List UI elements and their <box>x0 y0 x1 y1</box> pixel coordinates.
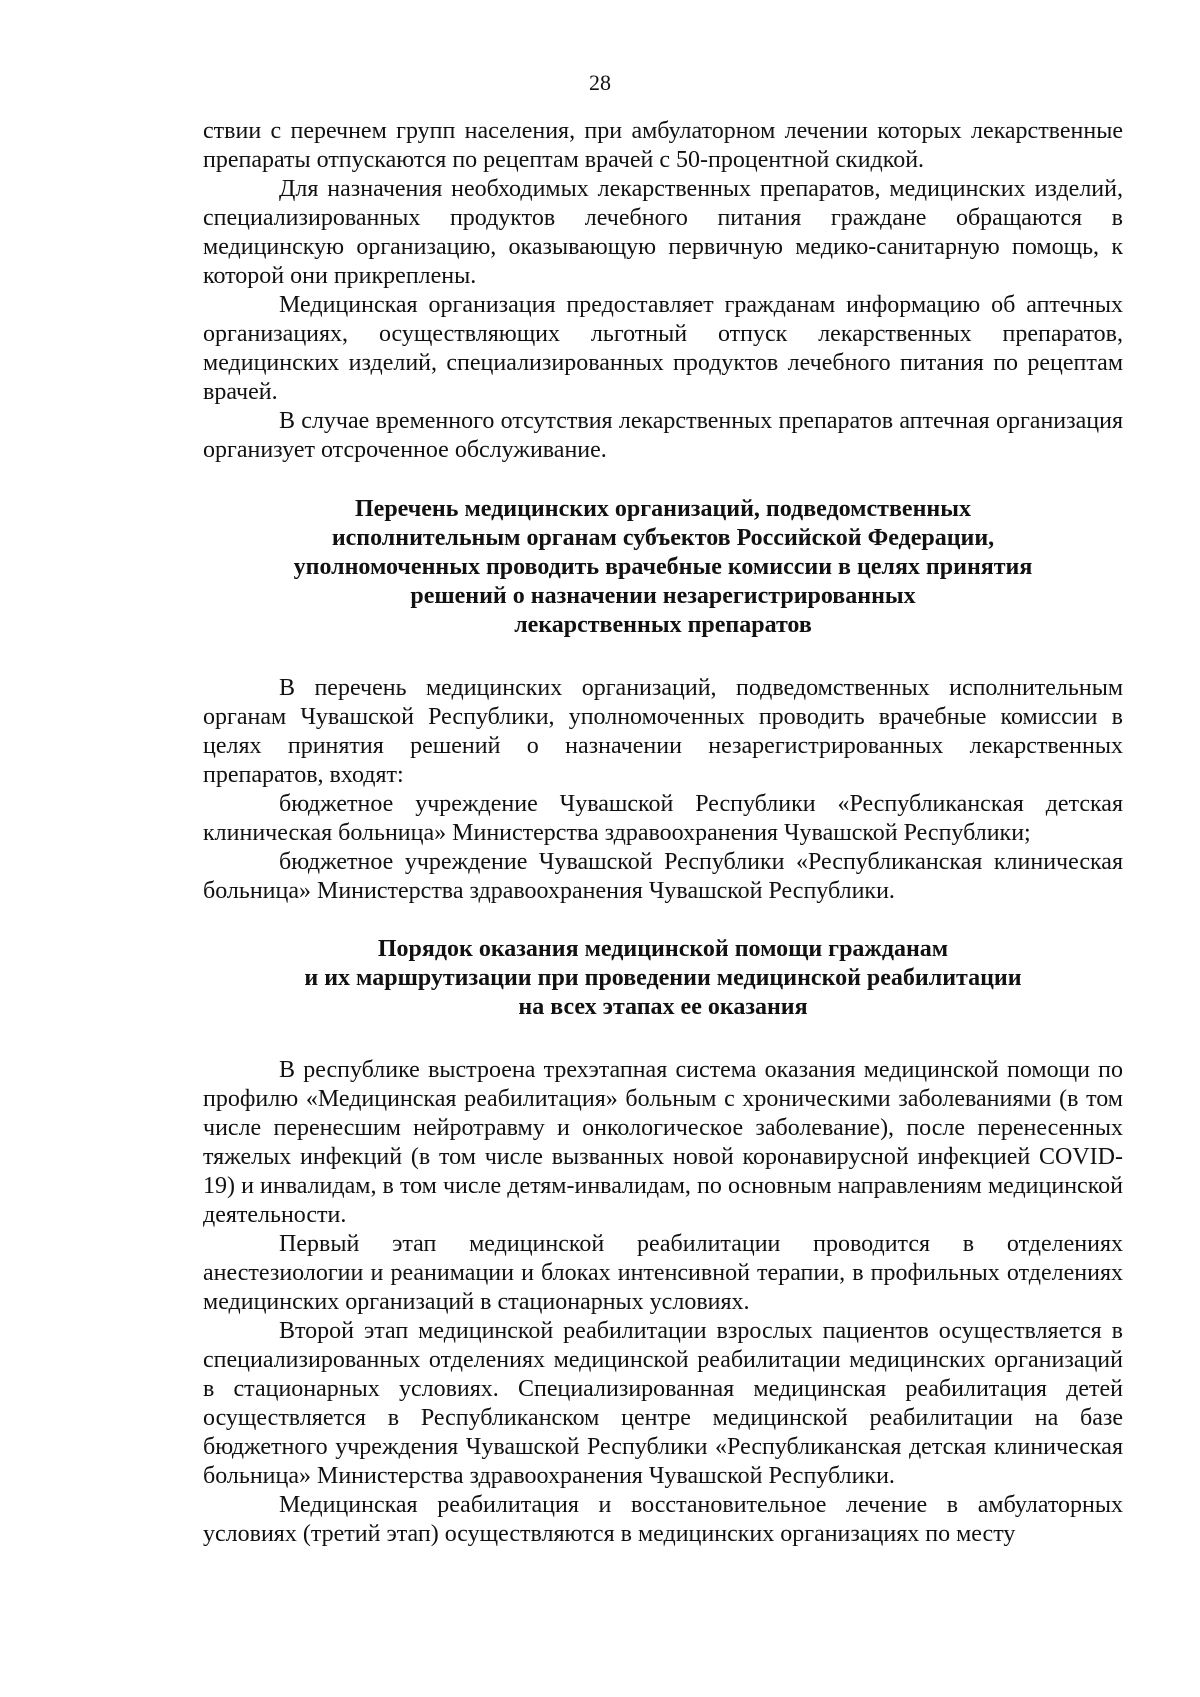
heading-line: на всех этапах ее оказания <box>518 994 808 1020</box>
paragraph-deferred-service: В случае временного отсутствия лекарственных препаратов аптечная организация организует отсроченное обслуживание. <box>203 408 1123 463</box>
paragraph-pharmacy-info: Медицинская организация предоставляет гражданам информацию об аптечных организациях, осуществляющих льготный отпуск лекарственных препаратов, медицинских изделий, специализированных продуктов лечебного питания по рецептам врачей. <box>203 292 1123 405</box>
page-content <box>203 117 1123 1549</box>
heading-line: решений о назначении незарегистрированных <box>410 583 916 609</box>
section-heading-rehabilitation <box>203 935 1123 1022</box>
heading-line: и их маршрутизации при проведении медицинской реабилитации <box>304 965 1022 991</box>
paragraph-third-stage: Медицинская реабилитация и восстановительное лечение в амбулаторных условиях (третий этап) осуществляются в медицинских организациях по месту <box>203 1492 1123 1547</box>
paragraph-prescription: Для назначения необходимых лекарственных препаратов, медицинских изделий, специализированных продуктов лечебного питания граждане обращаются в медицинскую организацию, оказывающую первичную медико-санитарную помощь, к которой они прикреплены. <box>203 176 1123 289</box>
paragraph-continuation: ствии с перечнем групп населения, при амбулаторном лечении которых лекарственные препараты отпускаются по рецептам врачей с 50-процентной скидкой. <box>203 118 1123 173</box>
heading-line: Порядок оказания медицинской помощи гражданам <box>377 936 949 962</box>
page-number: 28 <box>589 70 611 95</box>
heading-line: лекарственных препаратов <box>514 612 812 638</box>
paragraph-clinical-hospital: бюджетное учреждение Чувашской Республики «Республиканская клиническая больница» Министерства здравоохранения Чувашской Республики. <box>203 849 1123 904</box>
paragraph-three-stage-system: В республике выстроена трехэтапная система оказания медицинской помощи по профилю «Медицинская реабилитация» больным с хроническими заболеваниями (в том числе перенесшим нейротравму и онкологическое заболевание), после перенесенных тяжелых инфекций (в том числе вызванных новой коронавирусной инфекцией COVID-19) и инвалидам, в том числе детям-инвалидам, по основным направлениям медицинской деятельности. <box>203 1057 1123 1228</box>
paragraph-children-hospital: бюджетное учреждение Чувашской Республики «Республиканская детская клиническая больница» Министерства здравоохранения Чувашской Республики; <box>203 791 1123 846</box>
heading-line: уполномоченных проводить врачебные комиссии в целях принятия <box>293 554 1033 580</box>
paragraph-commission-list-intro: В перечень медицинских организаций, подведомственных исполнительным органам Чувашской Республики, уполномоченных проводить врачебные комиссии в целях принятия решений о назначении незарегистрированных лекарственных препаратов, входят: <box>203 675 1123 788</box>
heading-line: Перечень медицинских организаций, подведомственных <box>355 496 971 522</box>
paragraph-second-stage: Второй этап медицинской реабилитации взрослых пациентов осуществляется в специализированных отделениях медицинской реабилитации медицинских организаций в стационарных условиях. Специализированная медицинская реабилитация детей осуществляется в Республиканском центре медицинской реабилитации на базе бюджетного учреждения Чувашской Республики «Республиканская детская клиническая больница» Министерства здравоохранения Чувашской Республики. <box>203 1318 1123 1489</box>
section-heading-commissions <box>203 495 1123 640</box>
paragraph-first-stage: Первый этап медицинской реабилитации проводится в отделениях анестезиологии и реанимации и блоках интенсивной терапии, в профильных отделениях медицинских организаций в стационарных условиях. <box>203 1231 1123 1315</box>
heading-line: исполнительным органам субъектов Российской Федерации, <box>331 525 995 551</box>
